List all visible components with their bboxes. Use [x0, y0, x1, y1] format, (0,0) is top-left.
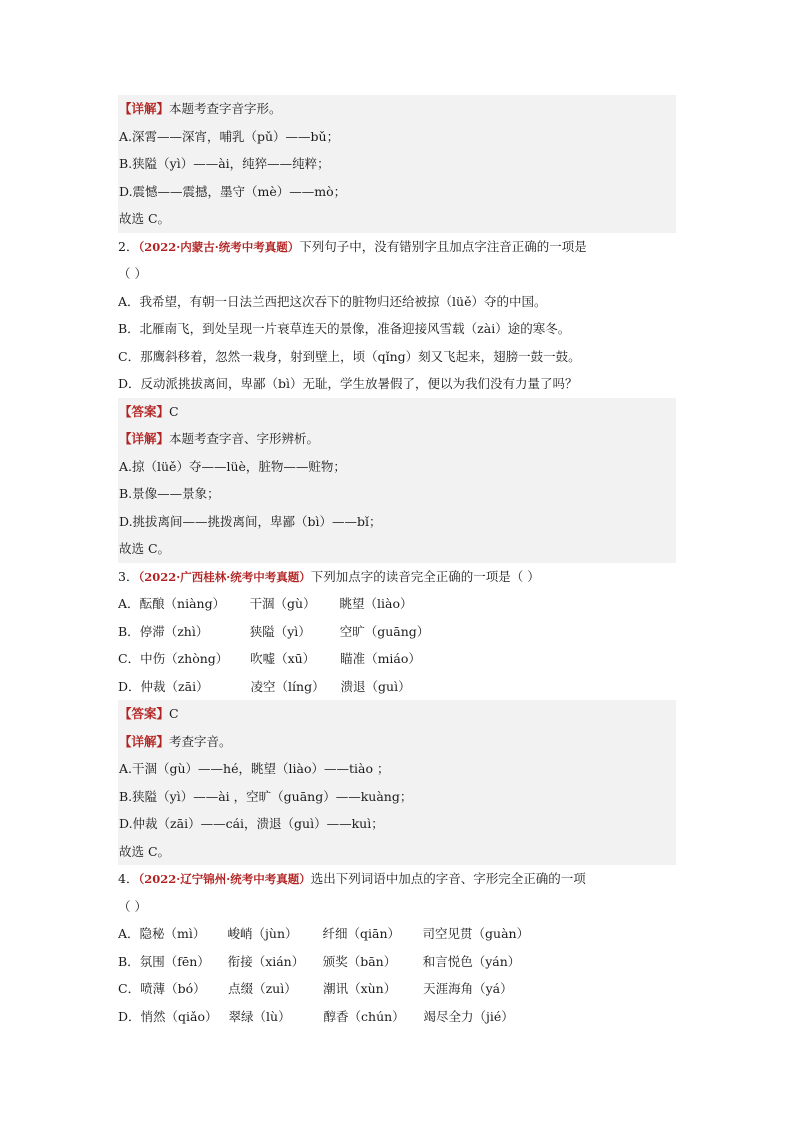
- question-3: [118, 563, 676, 701]
- detail-text: 本题考查字音字形。: [169, 101, 282, 116]
- answer-paren: （ ）: [118, 898, 147, 914]
- q1-explanation: [118, 95, 676, 233]
- answer-tag: 【答案】: [119, 403, 170, 419]
- option-word: 仲裁（zāi）: [140, 678, 209, 694]
- option-word: 和言悦色（yán）: [422, 953, 521, 969]
- option-word: 干涸（gù）: [249, 596, 316, 611]
- question-source: （2022·广西桂林·统考中考真题）: [138, 569, 311, 584]
- answer-tag: 【答案】: [119, 706, 170, 721]
- document-page: [118, 95, 676, 1030]
- detail-tag: 【详解】: [119, 431, 170, 446]
- question-2: [118, 233, 676, 398]
- option-word: 吹嘘（xū）: [250, 651, 316, 666]
- detail-tag: 【详解】: [119, 733, 170, 749]
- question-number: 2．: [118, 238, 139, 254]
- conclusion-line: 故选 C。: [119, 211, 171, 226]
- explanation-line: D.震憾——震撼，墨守（mè）——mò；: [119, 183, 347, 199]
- option-word: 瞄准（miáo）: [340, 651, 421, 666]
- detail-line: [118, 728, 676, 756]
- option-b: B．北雁南飞，到处呈现一片衰草连天的景像，准备迎接风雪载（zài）途的寒冬。: [118, 321, 571, 336]
- detail-text: 本题考查字音、字形辨析。: [169, 431, 320, 446]
- option-word: 点缀（zuì）: [228, 981, 297, 996]
- answer-line: [118, 398, 676, 426]
- option-word: 翠绿（lù）: [228, 1008, 291, 1024]
- option-word: 纤细（qiān）: [322, 926, 401, 941]
- option-word: 空旷（guāng）: [339, 623, 430, 639]
- explanation-line: B.狭隘（yì）——ài ，空旷（guāng）——kuàng；: [119, 788, 413, 804]
- option-word: 峻峭（jùn）: [227, 926, 298, 941]
- option-letter: D．: [118, 1008, 141, 1024]
- answer-paren: （ ）: [118, 266, 147, 281]
- question-text: 选出下列词语中加点的字音、字形完全正确的一项: [310, 871, 586, 886]
- option-word: 潮讯（xùn）: [323, 981, 397, 996]
- option-d: [118, 1003, 676, 1031]
- option-letter: B．: [118, 623, 140, 639]
- question-number: 3．: [118, 568, 139, 584]
- option-d: [118, 673, 676, 701]
- option-a: A．我希望，有朝一日法兰西把这次吞下的脏物归还给被掠（lüě）夺的中国。: [118, 293, 547, 309]
- detail-line: [118, 95, 676, 123]
- option-word: 停滞（zhì）: [139, 623, 209, 639]
- option-word: 竭尽全力（jié）: [423, 1008, 514, 1024]
- option-word: 溃退（guì）: [340, 678, 411, 694]
- question-source: （2022·辽宁锦州·统考中考真题）: [138, 872, 311, 886]
- option-c: C．那鹰斜移着，忽然一栽身，射到壁上，顷（qǐng）刻又飞起来，翅膀一鼓一鼓。: [118, 348, 581, 364]
- question-text: 下列加点字的读音完全正确的一项是（ ）: [310, 568, 540, 584]
- question-stem: [118, 233, 676, 261]
- explanation-line: A.深霄——深宵，哺乳（pǔ）——bǔ；: [119, 128, 340, 144]
- explanation-line: B.狭隘（yì）——ài，纯猝——纯粹；: [119, 156, 330, 171]
- explanation-line: D.挑拔离间——挑拨离间，卑鄙（bì）——bǐ；: [119, 513, 382, 529]
- detail-line: [118, 425, 676, 453]
- answer-line: [118, 700, 676, 728]
- option-letter: A．: [118, 926, 140, 941]
- question-text: 下列句子中，没有错别字且加点字注音正确的一项是: [299, 238, 587, 254]
- option-letter: B．: [118, 953, 140, 969]
- conclusion-line: 故选 C。: [119, 541, 171, 556]
- detail-text: 考查字音。: [169, 733, 232, 749]
- question-4: [118, 865, 676, 1030]
- q3-explanation: [118, 700, 676, 865]
- option-word: 狭隘（yì）: [249, 623, 311, 639]
- option-word: 眺望（liào）: [339, 596, 413, 611]
- question-stem: [118, 865, 676, 893]
- option-c: [118, 645, 676, 673]
- option-word: 喷薄（bó）: [140, 981, 206, 996]
- explanation-line: A.干涸（gù）——hé，眺望（liào）——tiào ；: [119, 761, 390, 776]
- answer-value: C: [169, 403, 179, 419]
- option-word: 醇香（chún）: [323, 1008, 405, 1024]
- question-stem: [118, 563, 676, 591]
- explanation-line: A.掠（lüě）夺——lüè，脏物——赃物；: [119, 458, 346, 474]
- option-d: D．反动派挑拔离间，卑鄙（bì）无耻，学生放暑假了，便以为我们没有力量了吗？: [118, 376, 578, 391]
- option-word: 颁奖（bān）: [322, 953, 397, 969]
- question-source: （2022·内蒙古·统考中考真题）: [138, 239, 300, 254]
- option-letter: C．: [118, 981, 141, 996]
- option-letter: C．: [118, 651, 141, 666]
- option-word: 隐秘（mì）: [139, 926, 206, 941]
- option-word: 衔接（xián）: [227, 953, 305, 969]
- option-word: 天涯海角（yá）: [423, 981, 513, 996]
- option-a: [118, 920, 676, 948]
- q2-explanation: [118, 398, 676, 563]
- option-letter: D．: [118, 678, 141, 694]
- explanation-line: B.景像——景象；: [119, 486, 220, 501]
- option-c: [118, 975, 676, 1003]
- explanation-line: D.仲裁（zāi）——cái，溃退（guì）——kuì；: [119, 816, 384, 831]
- option-word: 酝酿（niàng）: [139, 596, 226, 611]
- question-number: 4．: [118, 871, 139, 886]
- option-b: [118, 948, 676, 976]
- detail-tag: 【详解】: [119, 101, 170, 116]
- conclusion-line: 故选 C。: [119, 843, 171, 859]
- option-word: 中伤（zhòng）: [140, 651, 229, 666]
- option-word: 司空见贯（guàn）: [422, 926, 530, 941]
- answer-value: C: [169, 706, 179, 721]
- option-b: [118, 618, 676, 646]
- option-word: 氛围（fēn）: [139, 953, 210, 969]
- option-word: 凌空（líng）: [250, 678, 325, 694]
- option-letter: A．: [118, 596, 140, 611]
- option-a: [118, 590, 676, 618]
- option-word: 悄然（qiǎo）: [140, 1008, 218, 1024]
